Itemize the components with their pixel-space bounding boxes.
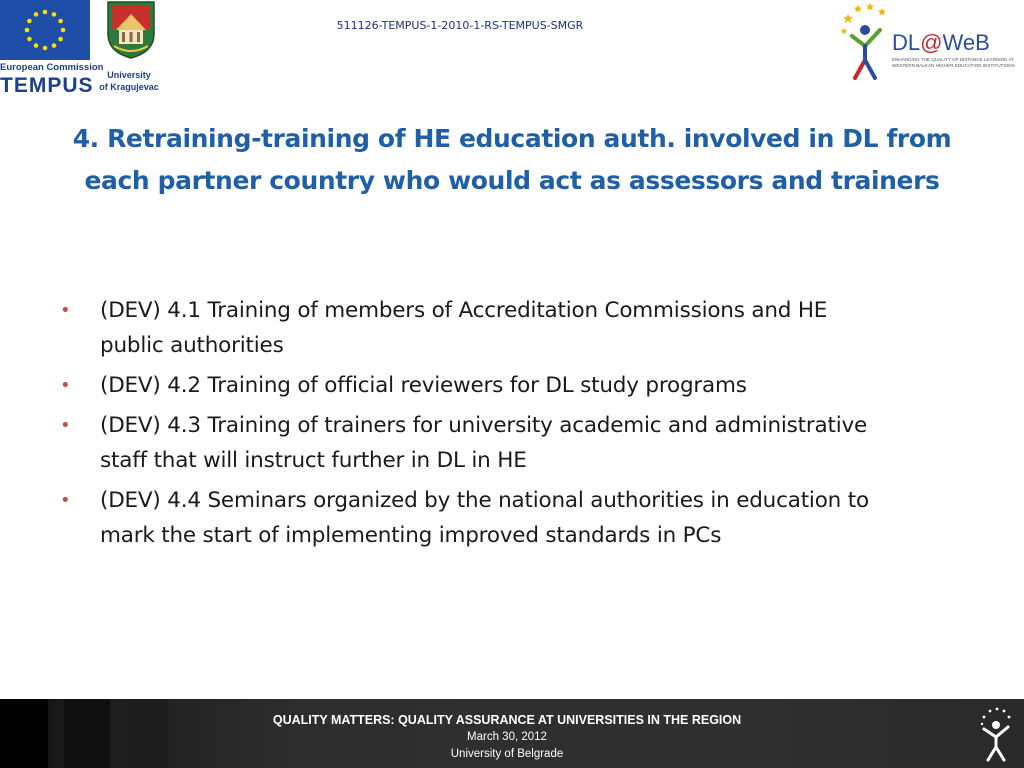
university-name-line2: of Kragujevac	[99, 82, 159, 92]
university-name-line1: University	[107, 70, 151, 80]
tempus-wordmark: TEMPUS	[0, 74, 94, 97]
dlweb-wordmark-at: @	[920, 30, 943, 55]
slide-title-line2: each partner country who would act as assessors and trainers	[84, 166, 940, 195]
list-item	[58, 408, 948, 478]
dlweb-logo	[838, 0, 1024, 84]
bullet-icon: •	[60, 490, 71, 511]
dlweb-wordmark	[892, 30, 990, 56]
eu-tempus-logo	[0, 0, 104, 98]
footer-stripe	[64, 699, 110, 768]
bullet-list	[58, 293, 948, 558]
bullet-text-line2: staff that will instruct further in DL in HE	[100, 448, 527, 473]
bullet-text-line2: mark the start of implementing improved standards in PCs	[100, 523, 722, 548]
university-name	[96, 69, 162, 93]
project-code: 511126-TEMPUS-1-2010-1-RS-TEMPUS-SMGR	[336, 19, 584, 32]
eu-caption: European Commission	[0, 62, 104, 73]
university-logo	[96, 0, 166, 98]
star-figure-icon	[838, 0, 892, 88]
list-item	[58, 293, 948, 363]
university-shield-icon	[106, 0, 156, 64]
dlweb-wordmark-suffix: WeB	[942, 30, 990, 55]
list-item	[58, 368, 948, 403]
bullet-text-line1: (DEV) 4.2 Training of official reviewers for DL study programs	[100, 373, 747, 398]
footer-venue: University of Belgrade	[450, 748, 564, 760]
footer-bar	[0, 699, 1024, 768]
bullet-icon: •	[60, 375, 71, 396]
footer-stripe	[0, 699, 48, 768]
bullet-icon: •	[60, 300, 71, 321]
footer-title: QUALITY MATTERS: QUALITY ASSURANCE AT UNIVERSITIES IN THE REGION	[272, 713, 742, 727]
list-item	[58, 483, 948, 553]
bullet-text-line1: (DEV) 4.4 Seminars organized by the national authorities in education to	[100, 488, 869, 513]
eu-flag-icon	[0, 0, 90, 60]
slide-title-line1: 4. Retraining-training of HE education auth. involved in DL from	[72, 124, 952, 153]
bullet-text-line1: (DEV) 4.3 Training of trainers for university academic and administrative	[100, 413, 868, 438]
bullet-text-line2: public authorities	[100, 333, 284, 358]
slide-title	[40, 118, 984, 202]
footer-date: March 30, 2012	[467, 731, 547, 743]
footer-stripe	[128, 699, 168, 768]
star-figure-icon	[978, 707, 1014, 767]
dlweb-tagline: ENHANCING THE QUALITY OF DISTANCE LEARNING AT WESTERN BALKAN HIGHER EDUCATION INSTITUTIONS	[892, 57, 1015, 68]
dlweb-wordmark-prefix: DL	[892, 30, 921, 55]
bullet-icon: •	[60, 415, 71, 436]
bullet-text-line1: (DEV) 4.1 Training of members of Accreditation Commissions and HE	[100, 298, 828, 323]
